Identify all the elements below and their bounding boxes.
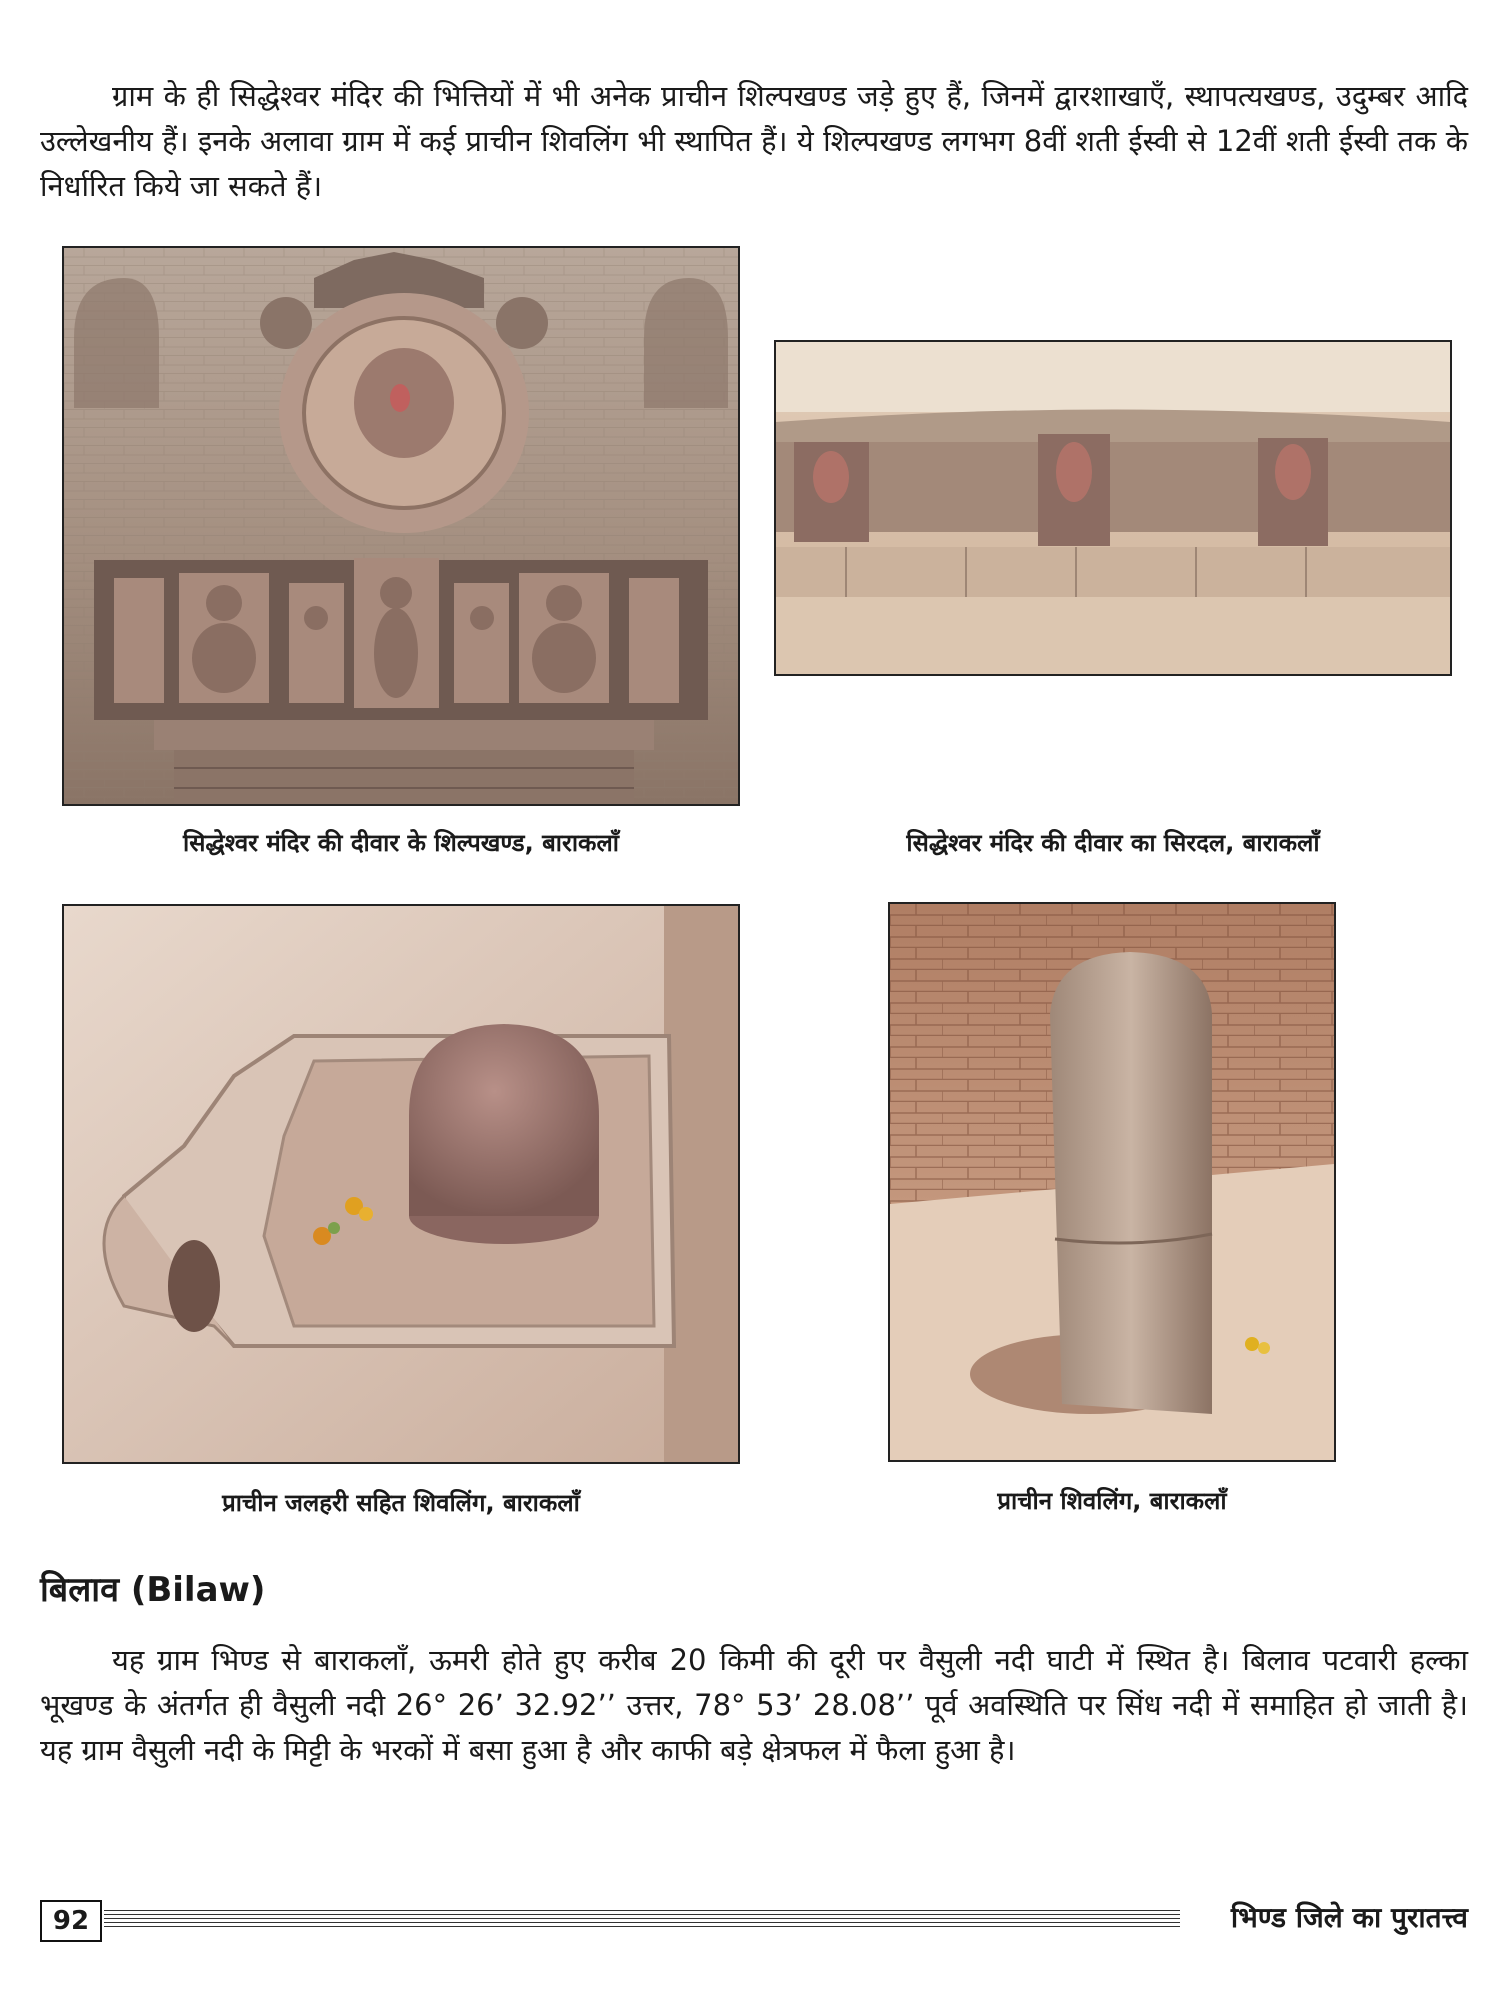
figure-caption: सिद्धेश्वर मंदिर की दीवार के शिल्पखण्ड, बाराकलाँ <box>183 829 619 857</box>
photo-shivling-with-jalhari <box>62 904 740 1464</box>
figure-caption: सिद्धेश्वर मंदिर की दीवार का सिरदल, बाराकलाँ <box>906 829 1320 857</box>
photo-temple-wall-sculptures <box>62 246 740 806</box>
section-heading: बिलाव (Bilaw) <box>40 1570 266 1610</box>
figure-caption: प्राचीन शिवलिंग, बाराकलाँ <box>997 1487 1227 1515</box>
figure-caption: प्राचीन जलहरी सहित शिवलिंग, बाराकलाँ <box>222 1489 580 1517</box>
footer-rule <box>104 1910 1180 1930</box>
page-number: 92 <box>40 1900 102 1942</box>
photo-ancient-shivling <box>888 902 1336 1462</box>
photo-temple-lintel <box>774 340 1452 676</box>
book-title: भिण्ड जिले का पुरातत्त्व <box>1230 1901 1468 1934</box>
intro-paragraph: ग्राम के ही सिद्धेश्वर मंदिर की भित्तियों में भी अनेक प्राचीन शिल्पखण्ड जड़े हुए हैं, जिनमें द्वारशाखाएँ, स्थापत्यखण्ड, उदुम्बर आदि उल्लेखनीय हैं। इनके अलावा ग्राम में कई प्राचीन शिवलिंग भी स्थापित हैं। ये शिल्पखण्ड लगभग 8वीं शती ईस्वी से 12वीं शती ईस्वी तक के निर्धारित किये जा सकते हैं। <box>40 79 1468 203</box>
section-paragraph: यह ग्राम भिण्ड से बाराकलाँ, ऊमरी होते हुए करीब 20 किमी की दूरी पर वैसुली नदी घाटी में स्थित है। बिलाव पटवारी हल्का भूखण्ड के अंतर्गत ही वैसुली नदी 26° 26’ 32.92’’ उत्तर, 78° 53’ 28.08’’ पूर्व अवस्थिति पर सिंध नदी में समाहित हो जाती है। यह ग्राम वैसुली नदी के मिट्टी के भरकों में बसा हुआ है और काफी बड़े क्षेत्रफल में फैला हुआ है। <box>40 1643 1468 1767</box>
